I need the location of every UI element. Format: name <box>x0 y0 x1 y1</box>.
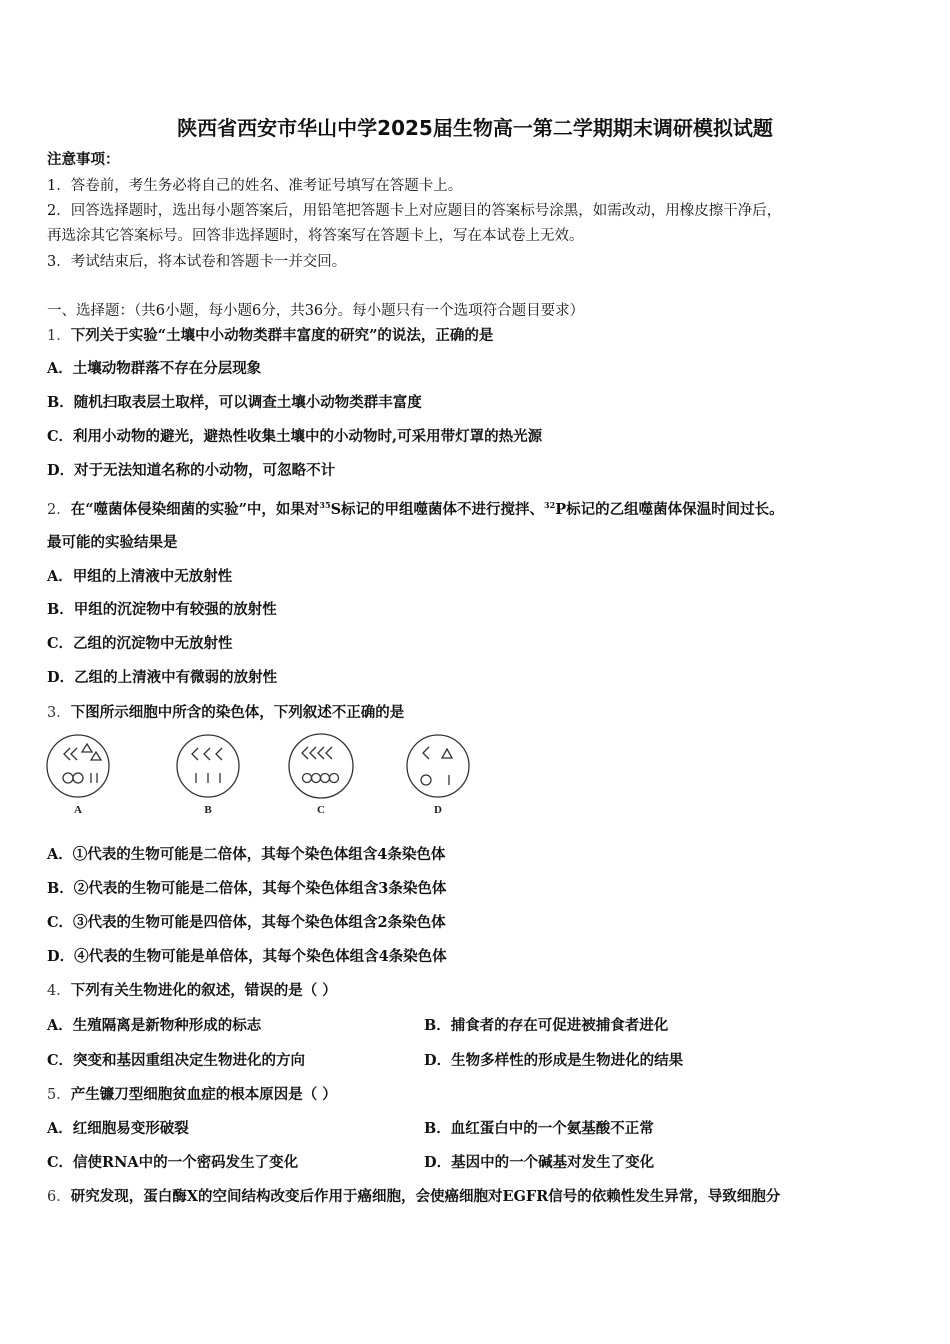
section-heading: 一、选择题：（共6小题，每小题6分，共36分。每小题只有一个选项符合题目要求） <box>47 303 585 319</box>
question-1-stem <box>47 326 493 346</box>
question-2-stem-cont: 最可能的实验结果是 <box>47 534 178 551</box>
question-number: 3． <box>47 705 71 721</box>
question-number: 5． <box>47 1087 71 1103</box>
notice-item: 2．回答选择题时，选出每小题答案后，用铅笔把答题卡上对应题目的答案标号涂黑，如需改动，用橡皮擦干净后， <box>47 203 782 219</box>
question-number: 4． <box>47 983 71 999</box>
question-number: 6． <box>47 1189 71 1205</box>
cell-c <box>289 734 353 816</box>
stem-text: S标记的甲组噬菌体不进行搅拌、 <box>330 500 545 518</box>
option: A．红细胞易变形破裂 <box>47 1120 189 1137</box>
option-row <box>47 1153 907 1173</box>
option: C．乙组的沉淀物中无放射性 <box>47 635 233 652</box>
option: D．④代表的生物可能是单倍体，其每个染色体组含4条染色体 <box>47 948 447 965</box>
stem-text: 下图所示细胞中所含的染色体，下列叙述不正确的是 <box>70 704 405 721</box>
stem-text: 研究发现，蛋白酶X的空间结构改变后作用于癌细胞，会使癌细胞对EGFR信号的依赖性发生异常，导致细胞分 <box>70 1188 781 1205</box>
option: B．血红蛋白中的一个氨基酸不正常 <box>424 1120 654 1137</box>
stem-text: 产生镰刀型细胞贫血症的根本原因是（ ） <box>70 1086 337 1103</box>
stem-text: 在“噬菌体侵染细菌的实验”中，如果对 <box>70 500 320 518</box>
cell-b <box>177 735 239 816</box>
page-title: 陕西省西安市华山中学2025届生物高一第二学期期末调研模拟试题 <box>177 116 773 140</box>
option: A．土壤动物群落不存在分层现象 <box>47 360 262 377</box>
question-2-stem <box>47 495 784 520</box>
option: B．捕食者的存在可促进被捕食者进化 <box>424 1017 669 1034</box>
cell-label: A <box>74 804 82 816</box>
isotope-sup: 32 <box>544 500 556 510</box>
cell-label: D <box>434 804 442 816</box>
option: A．①代表的生物可能是二倍体，其每个染色体组含4条染色体 <box>47 846 446 863</box>
option: C．突变和基因重组决定生物进化的方向 <box>47 1052 306 1069</box>
question-3-stem <box>47 703 404 723</box>
option: B．随机扫取表层土取样，可以调查土壤小动物类群丰富度 <box>47 394 422 411</box>
chromosome-figure <box>40 730 480 820</box>
option-row <box>47 1016 907 1036</box>
question-6-stem <box>47 1187 780 1207</box>
notice-item: 1．答卷前，考生务必将自己的姓名、准考证号填写在答题卡上。 <box>47 178 463 194</box>
option: B．②代表的生物可能是二倍体，其每个染色体组含3条染色体 <box>47 880 447 897</box>
option: D．乙组的上清液中有微弱的放射性 <box>47 669 278 686</box>
question-number: 2． <box>47 501 71 518</box>
option-row <box>47 1119 907 1139</box>
notice-item: 3．考试结束后，将本试卷和答题卡一并交回。 <box>47 254 347 270</box>
question-5-stem <box>47 1085 337 1105</box>
option: A．生殖隔离是新物种形成的标志 <box>47 1017 262 1034</box>
stem-text: 下列关于实验“土壤中小动物类群丰富度的研究”的说法，正确的是 <box>70 327 494 344</box>
option-row <box>47 1051 907 1071</box>
option: D．基因中的一个碱基对发生了变化 <box>424 1154 655 1171</box>
question-number: 1． <box>47 328 71 344</box>
stem-text: 下列有关生物进化的叙述，错误的是（ ） <box>70 982 337 999</box>
notice-heading: 注意事项： <box>47 151 120 168</box>
question-4-stem <box>47 981 337 1001</box>
stem-text: P标记的乙组噬菌体保温时间过长。 <box>555 500 784 518</box>
isotope-sup: 35 <box>319 500 331 510</box>
option: C．信使RNA中的一个密码发生了变化 <box>47 1154 299 1171</box>
option: A．甲组的上清液中无放射性 <box>47 568 233 585</box>
cell-d <box>407 735 469 816</box>
option: C．利用小动物的避光，避热性收集土壤中的小动物时,可采用带灯罩的热光源 <box>47 428 543 445</box>
option: B．甲组的沉淀物中有较强的放射性 <box>47 601 277 618</box>
option: C．③代表的生物可能是四倍体，其每个染色体组含2条染色体 <box>47 914 446 931</box>
cell-a <box>47 735 109 816</box>
option: D．对于无法知道名称的小动物，可忽略不计 <box>47 462 336 479</box>
option: D．生物多样性的形成是生物进化的结果 <box>424 1052 684 1069</box>
notice-item: 再选涂其它答案标号。回答非选择题时，将答案写在答题卡上，写在本试卷上无效。 <box>47 228 584 244</box>
cell-label: C <box>317 804 325 816</box>
cell-label: B <box>204 804 212 816</box>
